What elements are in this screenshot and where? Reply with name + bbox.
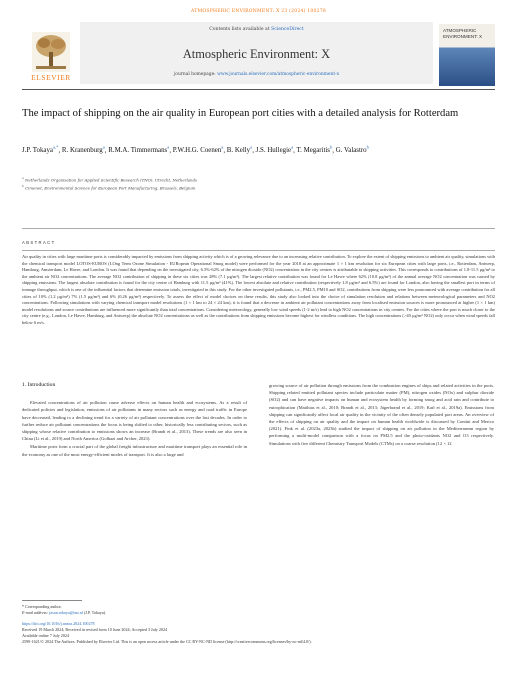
abstract-label: ABSTRACT <box>22 240 56 245</box>
affiliation: $^a$ Netherlands Organisation for Applied Scientific Research (TNO), Utrecht, Netherlands <box>22 176 198 183</box>
body-column-right <box>269 382 494 448</box>
contents-line <box>80 27 433 32</box>
footnote-divider <box>22 600 82 601</box>
email-link[interactable]: jason.tokaya@tno.nl <box>49 610 83 616</box>
author-list: J.P. Tokaya$^{a,*}$, R. Kranenburg$^a$, R.M.A. Timmermans$^a$, P.W.H.G. Coenen$^a$, B. Kelly$^a$, J.S. Hullegie$^a$, T. Megaritis$^b$, G. Valastro$^b$ <box>22 145 369 155</box>
author[interactable]: P.W.H.G. Coenen$^a$ <box>172 145 224 155</box>
corresponding-author-note: * Corresponding author. <box>22 604 62 609</box>
contents-prefix: Contents lists available at <box>209 27 272 32</box>
elsevier-tree-icon <box>32 32 70 72</box>
email-note: E-mail address: jason.tokaya@tno.nl (J.P. Tokaya). <box>22 610 107 616</box>
affiliation: $^b$ Cimenet, Environmental Science for European Port Manufacturing, Brussels, Belgium <box>22 184 196 191</box>
body-column-left <box>22 382 247 459</box>
footnotes <box>22 604 495 646</box>
divider <box>22 228 495 229</box>
author[interactable]: J.S. Hullegie$^a$ <box>255 145 294 155</box>
article-title: The impact of shipping on the air quality in European port cities with a detailed analysis for Rotterdam <box>22 108 459 119</box>
author[interactable]: R. Kranenburg$^a$ <box>61 145 105 155</box>
paragraph: Elevated concentrations of air pollution cause adverse effects on human health and ecosystems. As a result of dedicated policies and legislation, emissions of air pollutants in many sectors such as energy and road traffic in Europe have decreased, leading to a declining trend for a variety of air pollutant concentrations over the last decades. In order to further reduce air pollutant concentrations the focus is being shifted to other, historically less contributing sectors, such as shipping whose relative contribution to emissions shows an increase (Brandt et al., 2013). These trends are also seen in China (Li et al., 2019) and North America (Golbazi and Archer, 2023). <box>22 400 247 442</box>
author[interactable]: B. Kelly$^a$ <box>226 145 253 155</box>
cover-image <box>439 24 495 86</box>
journal-info <box>80 22 433 84</box>
publisher-logo[interactable] <box>22 22 80 90</box>
cover-title: ATMOSPHERIC ENVIRONMENT: X <box>443 28 483 39</box>
homepage-prefix: journal homepage: <box>173 72 218 77</box>
paragraph: growing source of air pollution through emissions from the combustion engines of ships and related activities in the ports. Shipping related emitted pollutant species include particulate matter (PM), nitrogen oxides (NOx) and sulphur dioxide (SO2) and can have negative impacts on human and ecosystem health by forming smog and acid rain and contribute to eutrophication (Matthias et al., 2010; Brandt et al., 2013; Jägerbrand et al., 2019; Karl et al., 2019a). Emissions from shipping can significantly affect local air quality in the vicinity of the often densely populated port areas. An overview of the effects of shipping on air quality and the impact on human health worldwide is discussed by Contini and Merico (2021). Fink et al. (2023a, 2023b) studied the impact of shipping on air pollution in the Mediterranean region by performing a multi-model comparison with a focus on PM2.5 and the photo-oxidants NO2 and O3 respectively. Simulations with five different Chemistry Transport Models (CTMs) on a coarse resolution (12 × 12 <box>269 383 494 446</box>
sciencedirect-link[interactable]: ScienceDirect <box>271 27 304 32</box>
section-heading: 1. Introduction <box>22 382 56 388</box>
author[interactable]: J.P. Tokaya$^{a,*}$ <box>22 145 59 155</box>
doi-link[interactable]: https://doi.org/10.1016/j.aeaoa.2024.100278 <box>22 620 95 626</box>
homepage-link[interactable]: www.journals.elsevier.com/atmospheric-environment-x <box>217 72 340 77</box>
received-dates: Received 19 March 2024; Received in revised form 10 June 2024; Accepted 3 July 2024 <box>22 626 168 632</box>
publisher-name: ELSEVIER <box>31 73 71 82</box>
author[interactable]: G. Valastro$^b$ <box>335 145 369 155</box>
license-note: 2590-1621/© 2024 The Authors. Published by Elsevier Ltd. This is an open access article under the CC BY-NC-ND license (http://creativecommons.org/licenses/by-nc-nd/4.0/). <box>22 639 312 645</box>
journal-cover[interactable] <box>433 22 495 90</box>
abstract-text: Air quality in cities with large maritime ports is considerably impacted by emissions from shipping activity which is of a growing relevance due to an increasing relative contribution. To explore the extent of shipping emissions to ambient air quality, simulations with the chemical transport model LOTOS-EUROS (LOng Term Ozone Simulation - EURopean Operational Smog model) were performed for the year 2018 at an approximate 1 × 1 km resolution for six European cities with large ports, i.e., Rotterdam, Antwerp, Hamburg, Amsterdam, Le Havre, and London. It was found that depending on the investigated city, 6.5%-62% of the nitrogen dioxide (NO2) concentration in the city centres is attributable to shipping activities. This corresponds to contributions of 1.8-11.5 µg/m³ to the ambient air NO2 concentrations. The average NO2 contribution of shipping in these six cities was 28% (7.1 µg/m³). The largest relative contribution was found for Le Havre where 62% (10.8 µg/m³) of the annual average NO2 concentration was caused by shipping emissions. The largest absolute contribution is found for the city centre of Hamburg with 11.5 µg/m³ (41%). The lowest absolute and relative contribution (respectively 1.8 µg/m³ and 6.5%) are found for London, also having the smallest port in terms of tonnage throughput, which is one of the influential factors that determine emission totals, investigated in this study. For the other investigated pollutants, i.e., PM2.5, PM10 and SO2, contributions from shipping were less pronounced with average contribution for all cities of 10% (1.2 µg/m³) 7% (1.5 µg/m³) and 6% (0.26 µg/m³) respectively. To assess the effect of model choices on these results, this study also looked into the choice of simulation resolution and relations between meteorological parameters and NO2 concentrations. Following simulations with varying chemical transport model resolutions (1 × 1 km to 24 × 24 km), it is found that a decrease in ambient air pollutant concentrations away from localised emission sources is more pronounced at higher (1 × 1 km) model resolutions and source contributions are influenced more significantly than total concentrations. Considering meteorology, generally low wind speeds (1-2 m/s) lead to high NO2 concentrations in city centres. For the cities where the port is much closer to the city centre (e.g., London, Le Havre, Hamburg, and Antwerp) the absolute NO2 concentrations as well as the contributions from shipping emissions become highest for windless conditions. The high concentrations (>40 µg/m³ NO2) only occur when wind speeds fall below 6 m/s. <box>22 254 495 325</box>
author[interactable]: T. Megaritis$^b$ <box>296 145 333 155</box>
divider <box>22 250 495 251</box>
available-online: Available online 7 July 2024 <box>22 633 69 639</box>
journal-header <box>22 22 495 90</box>
running-head: ATMOSPHERIC ENVIRONMENT: X 23 (2024) 100278 <box>190 9 327 14</box>
journal-title[interactable]: Atmospheric Environment: X <box>182 47 331 61</box>
author[interactable]: R.M.A. Timmermans$^a$ <box>108 145 170 155</box>
journal-homepage <box>80 72 433 77</box>
paragraph: Maritime ports form a crucial part of the global freight infrastructure and maritime transport plays an essential role in the economy as one of the most energy-efficient modes of transport. It is also a large and <box>22 444 247 457</box>
